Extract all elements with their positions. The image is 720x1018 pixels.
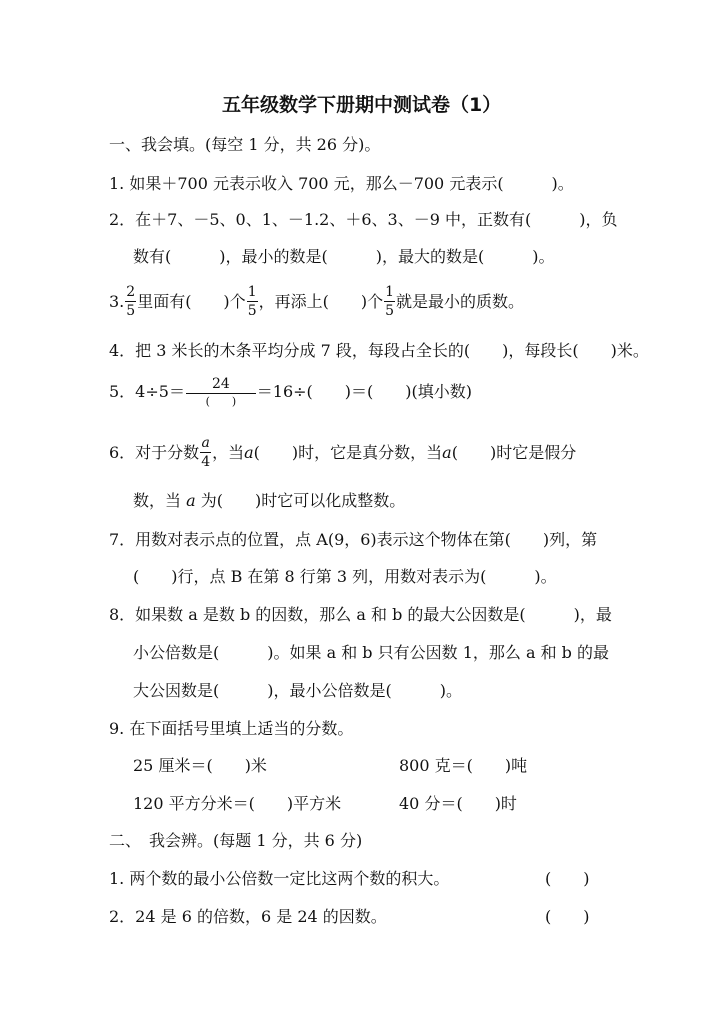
question-2-line-1: 2．在＋7、－5、0、1、－1.2、＋6、3、－9 中，正数有( )，负 [109,210,618,229]
fraction-one-fifth [247,285,258,318]
question-6-line-1 [109,436,576,469]
fraction-denominator: 4 [201,454,211,470]
fraction-denominator: 5 [247,303,257,319]
judgment-1: 1. 两个数的最小公倍数一定比这两个数的积大。 [109,869,450,888]
fraction-numerator: 1 [385,284,395,300]
fraction-a-over-4 [200,436,211,469]
question-3-text-1: 里面有( )个 [137,291,246,311]
question-4: 4．把 3 米长的木条平均分成 7 段，每段占全长的( )，每段长( )米。 [109,341,649,360]
fraction-one-fifth [384,285,395,318]
page-title: 五年级数学下册期中测试卷（1） [222,94,502,116]
fraction-24-over-blank [186,377,256,407]
fraction-denominator-blank: ( ) [205,395,237,408]
question-8-line-3: 大公因数是( )，最小公倍数是( )。 [133,681,462,700]
question-6-prefix: 6．对于分数 [109,442,200,462]
fraction-bar [125,301,136,302]
question-5-prefix: 5．4÷5＝ [109,382,185,401]
question-3-number: 3. [109,291,125,311]
question-5-suffix: ＝16÷( )＝( )(填小数) [256,382,473,401]
fraction-denominator: 5 [385,303,395,319]
judgment-1-bracket: ( ) [545,869,590,888]
question-6-text-3: ( )时它是假分 [451,442,577,462]
fraction-two-fifths [125,285,136,318]
question-6-line-2-text-1: 数，当 [133,491,187,510]
fraction-numerator: 24 [211,376,230,392]
question-8-line-1: 8．如果数 a 是数 b 的因数，那么 a 和 b 的最大公因数是( )，最 [109,605,612,624]
question-9-item-c: 120 平方分米＝( )平方米 [133,794,342,813]
fraction-numerator: 1 [247,284,257,300]
question-6-text-2: ( )时，它是真分数，当 [253,442,443,462]
question-6-line-2 [133,493,405,509]
question-3-text-3: 就是最小的质数。 [396,291,525,311]
question-2-line-2: 数有( )，最小的数是( )，最大的数是( )。 [133,247,555,266]
question-7-line-1: 7．用数对表示点的位置，点 A(9，6)表示这个物体在第( )列，第 [109,530,598,549]
question-8-line-2: 小公倍数是( )。如果 a 和 b 只有公因数 1，那么 a 和 b 的最 [133,643,610,662]
section-1-header: 一、我会填。(每空 1 分，共 26 分)。 [109,135,381,154]
question-6-line-2-text-2: 为( )时它可以化成整数。 [195,491,406,510]
fraction-numerator: a [201,435,210,451]
question-1: 1. 如果＋700 元表示收入 700 元，那么－700 元表示( )。 [109,174,574,193]
variable-a: a [442,442,452,462]
question-9-item-a: 25 厘米＝( )米 [133,756,267,775]
fraction-bar [384,301,395,302]
fraction-denominator: 5 [126,303,136,319]
question-5 [109,377,472,407]
fraction-bar [200,452,211,453]
question-3 [109,285,524,318]
question-7-line-2: ( )行，点 B 在第 8 行第 3 列，用数对表示为( )。 [133,567,557,586]
variable-a: a [186,491,196,510]
question-6-text-1: ，当 [212,442,245,462]
question-9-item-b: 800 克＝( )吨 [399,756,528,775]
section-2-header: 二、 我会辨。(每题 1 分，共 6 分) [109,831,363,850]
question-3-text-2: ，再添上( )个 [258,291,384,311]
judgment-2-bracket: ( ) [545,907,590,926]
question-9-item-d: 40 分＝( )时 [399,794,517,813]
fraction-numerator: 2 [126,284,136,300]
fraction-bar [247,301,258,302]
judgment-2: 2．24 是 6 的倍数，6 是 24 的因数。 [109,907,387,926]
question-9: 9. 在下面括号里填上适当的分数。 [109,719,354,738]
variable-a: a [244,442,254,462]
fraction-bar [186,393,256,394]
